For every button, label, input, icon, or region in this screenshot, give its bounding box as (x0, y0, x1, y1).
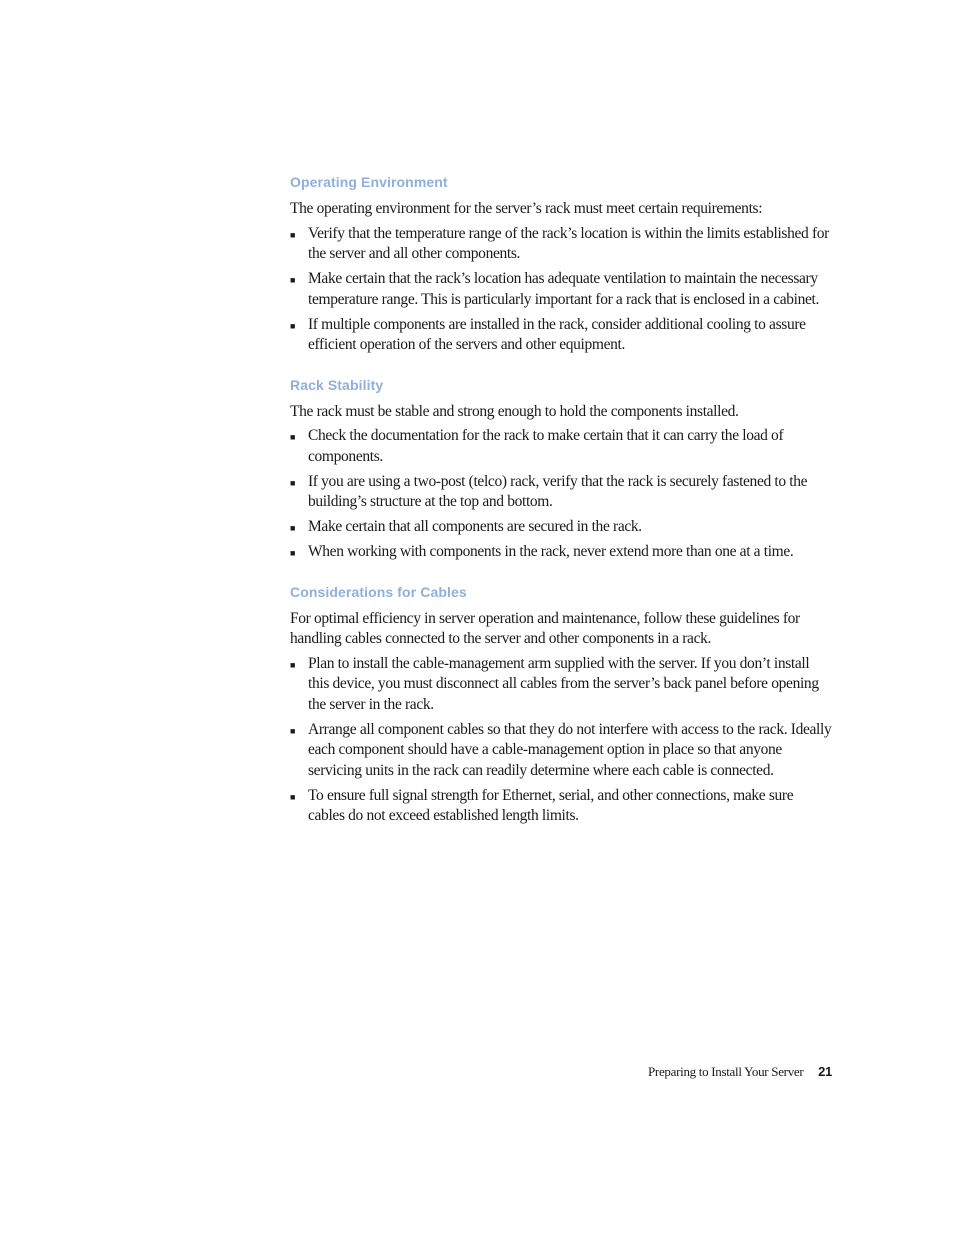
bullet-icon: ■ (290, 229, 296, 240)
bullet-list (290, 654, 832, 827)
section-operating-environment (290, 172, 832, 356)
bullet-icon: ■ (290, 320, 296, 331)
list-item-text: To ensure full signal strength for Ethernet, serial, and other connections, make sure cables do not exceed established length limits. (308, 786, 794, 824)
bullet-icon: ■ (290, 523, 296, 533)
list-item-text: If you are using a two-post (telco) rack, verify that the rack is securely fastened to the building’s structure at the top and bottom. (308, 472, 808, 510)
bullet-icon: ■ (290, 725, 296, 736)
list-item-text: Make certain that the rack’s location has adequate ventilation to maintain the necessary temperature range. This is particularly important for a rack that is enclosed in a cabinet. (308, 270, 820, 308)
list-item-text: When working with components in the rack, never extend more than one at a time. (308, 543, 794, 560)
bullet-list (290, 426, 832, 563)
list-item (290, 426, 832, 467)
section-heading: Operating Environment (290, 174, 448, 190)
page-number: 21 (818, 1064, 832, 1079)
list-item-text: Arrange all component cables so that they do not interfere with access to the rack. Ideally each component should have a cable-management option in place so that anyone servicing units in the rack can readily determine where each cable is connected. (308, 720, 832, 779)
list-item (290, 517, 832, 538)
section-intro: The rack must be stable and strong enough to hold the components installed. (290, 402, 739, 420)
list-item-text: Check the documentation for the rack to make certain that it can carry the load of components. (308, 427, 784, 465)
list-item (290, 315, 832, 356)
section-heading: Considerations for Cables (290, 583, 467, 600)
list-item (290, 472, 832, 513)
bullet-icon: ■ (290, 477, 296, 488)
list-item (290, 542, 832, 563)
list-item (290, 654, 832, 716)
list-item-text: Plan to install the cable-management arm supplied with the server. If you don’t install this device, you must disconnect all cables from the server’s back panel before opening the server in the rack. (308, 654, 819, 713)
bullet-icon: ■ (290, 275, 296, 285)
footer-chapter-title: Preparing to Install Your Server (648, 1064, 804, 1079)
bullet-icon: ■ (290, 659, 296, 670)
list-item (290, 269, 832, 310)
page-footer (648, 1064, 832, 1080)
bullet-list (290, 224, 832, 356)
list-item (290, 720, 832, 782)
list-item (290, 224, 832, 265)
list-item-text: Verify that the temperature range of the rack’s location is within the limits established for the server and all other components. (308, 224, 829, 262)
list-item (290, 786, 832, 827)
page-content (290, 172, 832, 846)
section-considerations-for-cables (290, 582, 832, 827)
bullet-icon: ■ (290, 791, 296, 802)
list-item-text: If multiple components are installed in the rack, consider additional cooling to assure efficient operation of the servers and other equipment. (308, 315, 806, 353)
section-intro: For optimal efficiency in server operation and maintenance, follow these guidelines for handling cables connected to the server and other components in a rack. (290, 609, 800, 647)
bullet-icon: ■ (290, 432, 296, 442)
section-rack-stability (290, 375, 832, 563)
bullet-icon: ■ (290, 548, 296, 558)
section-heading: Rack Stability (290, 376, 384, 393)
list-item-text: Make certain that all components are secured in the rack. (308, 518, 642, 535)
section-intro: The operating environment for the server’s rack must meet certain requirements: (290, 200, 763, 217)
